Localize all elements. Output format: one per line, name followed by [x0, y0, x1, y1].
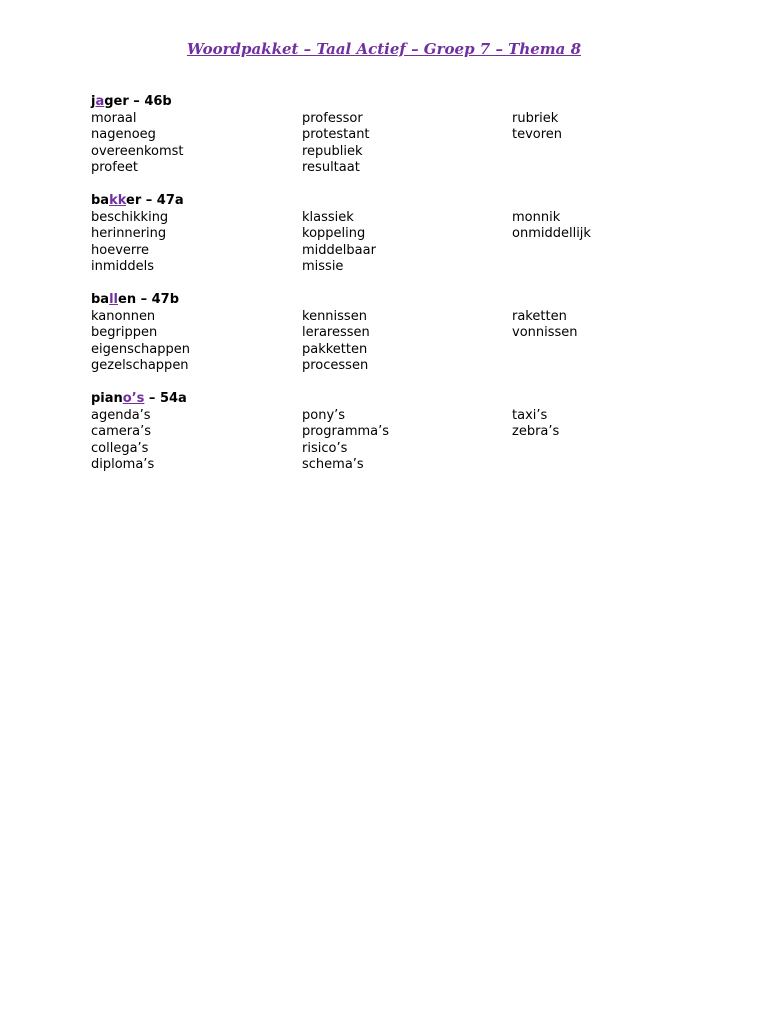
word-item: camera’s: [91, 424, 151, 439]
word-item: middelbaar: [302, 242, 376, 258]
heading-highlight: ll: [109, 292, 118, 307]
document-title: Woordpakket – Taal Actief – Groep 7 – Thema 8: [186, 40, 582, 58]
heading-prefix: ba: [91, 292, 110, 307]
heading-highlight: kk: [109, 193, 127, 208]
word-section-pianos: [91, 391, 711, 474]
word-grid: [91, 111, 711, 177]
word-item: pony’s: [302, 407, 346, 423]
word-item: republiek: [302, 143, 363, 159]
word-section-jager: [91, 94, 711, 177]
section-heading: [91, 391, 711, 408]
word-item: programma’s: [302, 424, 390, 439]
heading-suffix: – 54a: [144, 391, 187, 406]
heading-highlight: a: [95, 94, 105, 109]
heading-highlight: o’s: [122, 391, 145, 406]
word-item: overeenkomst: [91, 143, 184, 159]
heading-prefix: j: [91, 94, 96, 109]
word-item: hoeverre: [91, 242, 150, 258]
word-item: missie: [302, 259, 344, 274]
word-item: vonnissen: [512, 325, 578, 340]
word-section-bakker: [91, 193, 711, 276]
heading-suffix: er – 47a: [126, 193, 184, 208]
word-item: profeet: [91, 160, 138, 175]
word-item: processen: [302, 358, 369, 373]
word-item: kennissen: [302, 308, 367, 324]
word-item: koppeling: [302, 226, 366, 241]
word-item: nagenoeg: [91, 127, 156, 142]
word-item: kanonnen: [91, 308, 156, 324]
word-item: gezelschappen: [91, 358, 189, 373]
section-heading: [91, 193, 711, 210]
word-item: beschikking: [91, 209, 169, 225]
word-item: collega’s: [91, 440, 149, 456]
word-item: diploma’s: [91, 457, 155, 472]
word-item: eigenschappen: [91, 341, 190, 357]
word-section-ballen: [91, 292, 711, 375]
word-item: schema’s: [302, 457, 364, 472]
word-item: onmiddellijk: [512, 226, 591, 241]
word-grid: [91, 408, 711, 474]
word-item: taxi’s: [512, 407, 548, 423]
word-item: inmiddels: [91, 259, 155, 274]
section-heading: [91, 94, 711, 111]
word-item: zebra’s: [512, 424, 560, 439]
word-item: risico’s: [302, 440, 348, 456]
word-item: leraressen: [302, 325, 370, 340]
word-item: resultaat: [302, 160, 360, 175]
word-grid: [91, 309, 711, 375]
word-item: professor: [302, 110, 363, 126]
word-item: herinnering: [91, 226, 167, 241]
word-item: begrippen: [91, 325, 158, 340]
word-item: rubriek: [512, 110, 559, 126]
word-item: tevoren: [512, 127, 563, 142]
word-item: klassiek: [302, 209, 354, 225]
heading-prefix: pian: [91, 391, 123, 406]
section-heading: [91, 292, 711, 309]
word-item: moraal: [91, 110, 137, 126]
word-item: raketten: [512, 308, 567, 324]
word-grid: [91, 210, 711, 276]
word-item: pakketten: [302, 341, 368, 357]
word-item: protestant: [302, 127, 370, 142]
word-sections: [91, 94, 711, 490]
word-item: agenda’s: [91, 407, 151, 423]
word-item: monnik: [512, 209, 561, 225]
heading-prefix: ba: [91, 193, 110, 208]
heading-suffix: ger – 46b: [104, 94, 172, 109]
heading-suffix: en – 47b: [118, 292, 180, 307]
